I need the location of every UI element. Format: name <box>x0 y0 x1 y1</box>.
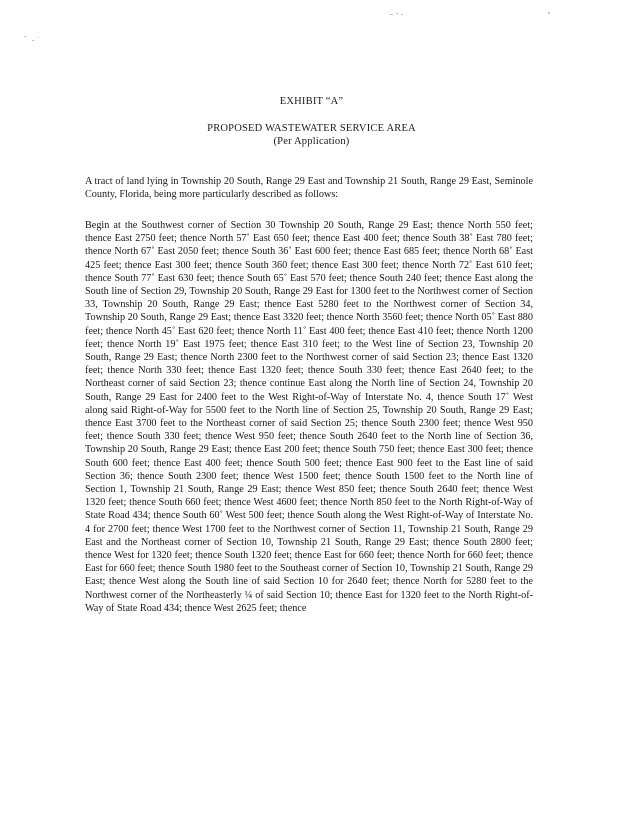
service-area-title: PROPOSED WASTEWATER SERVICE AREA <box>207 123 416 134</box>
intro-paragraph: A tract of land lying in Township 20 South, Range 29 East and Township 21 South, Range 29 East, Seminole County, Florida, being more particularly described as follows: <box>85 176 533 201</box>
scan-speck <box>401 14 403 15</box>
scan-speck <box>24 36 26 37</box>
scan-speck <box>38 37 39 38</box>
scan-speck <box>396 13 398 14</box>
scan-speck <box>390 14 393 15</box>
scan-speck <box>548 12 550 14</box>
exhibit-title: EXHIBIT “A” <box>279 96 344 107</box>
service-area-subtitle: (Per Application) <box>273 136 350 147</box>
legal-description-paragraph: Begin at the Southwest corner of Section 30 Township 20 South, Range 29 East; thence North 550 feet; thence East 2750 feet; thence North 57˚ East 650 feet; thence East 400 feet; thence South 38˚ East 780 feet; thence North 67˚ East 2050 feet; thence South 36˚ East 600 feet; thence East 685 feet; thence North 68˚ East 425 feet; thence East 300 feet; thence South 360 feet; thence East 300 feet; thence North 72˚ East 610 feet; thence South 77˚ East 630 feet; thence South 65˚ East 570 feet; thence South 240 feet; thence East along the South line of Section 29, Township 20 South, Range 29 East for 1300 feet to the Northwest corner of Section 33, Township 20 South, Range 29 East; thence East 5280 feet to the Northwest corner of Section 34, Township 20 South, Range 29 East; thence East 3320 feet; thence North 3560 feet; thence North 05˚ East 880 feet; thence North 45˚ East 620 feet; thence North 11˚ East 400 feet; thence East 410 feet; thence North 1200 feet; thence North 19˚ East 1975 feet; thence East 310 feet; to the West line of Section 23, Township 20 South, Range 29 East; thence North 2300 feet to the Northwest corner of said Section 23; thence East 1320 feet; thence North 330 feet; thence East 1320 feet; thence South 330 feet; thence East 2640 feet; to the Northeast corner of said Section 23; thence continue East along the North line of Section 24, Township 20 South, Range 29 East for 2400 feet to the West Right-of-Way of Interstate No. 4, thence South 17˚ West along said Right-of-Way for 5500 feet to the North line of Section 25, Township 20 South, Range 29 East; thence East 3700 feet to the Northeast corner of said Section 25; thence South 2300 feet; thence West 950 feet; thence South 330 feet; thence West 950 feet; thence South 2640 feet to the North line of Section 36, Township 20 South, Range 29 East; thence East 200 feet; thence South 750 feet; thence East 300 feet; thence South 600 feet; thence East 400 feet; thence South 500 feet; thence East 900 feet to the East line of said Section 36; thence South 2300 feet; thence West 1500 feet; thence South 1500 feet to the North line of Section 1, Township 21 South, Range 29 East; thence West 850 feet; thence South 2640 feet; thence West 1320 feet; thence South 660 feet; thence West 4600 feet; thence North 850 feet to the North Right-of-Way of State Road 434; thence South 60˚ West 500 feet; thence South along the West Right-of-Way of Interstate No. 4 for 2700 feet; thence West 1700 feet to the Northwest corner of Section 11, Township 21 South, Range 29 East and the Northeast corner of Section 10, Township 21 South, Range 29 East; thence South 2800 feet; thence West for 1320 feet; thence South 1320 feet; thence East for 660 feet; thence North for 660 feet; thence East for 660 feet; thence South 1980 feet to the Southeast corner of Section 10, Township 21 South, Range 29 East; thence West along the South line of said Section 10 for 2640 feet; thence North for 5280 feet to the Northwest corner of the Northeasterly ¼ of said Section 10; thence East for 1320 feet to the North Right-of-Way of State Road 434; thence West 2625 feet; thence <box>85 220 533 614</box>
scan-speck <box>32 40 34 41</box>
